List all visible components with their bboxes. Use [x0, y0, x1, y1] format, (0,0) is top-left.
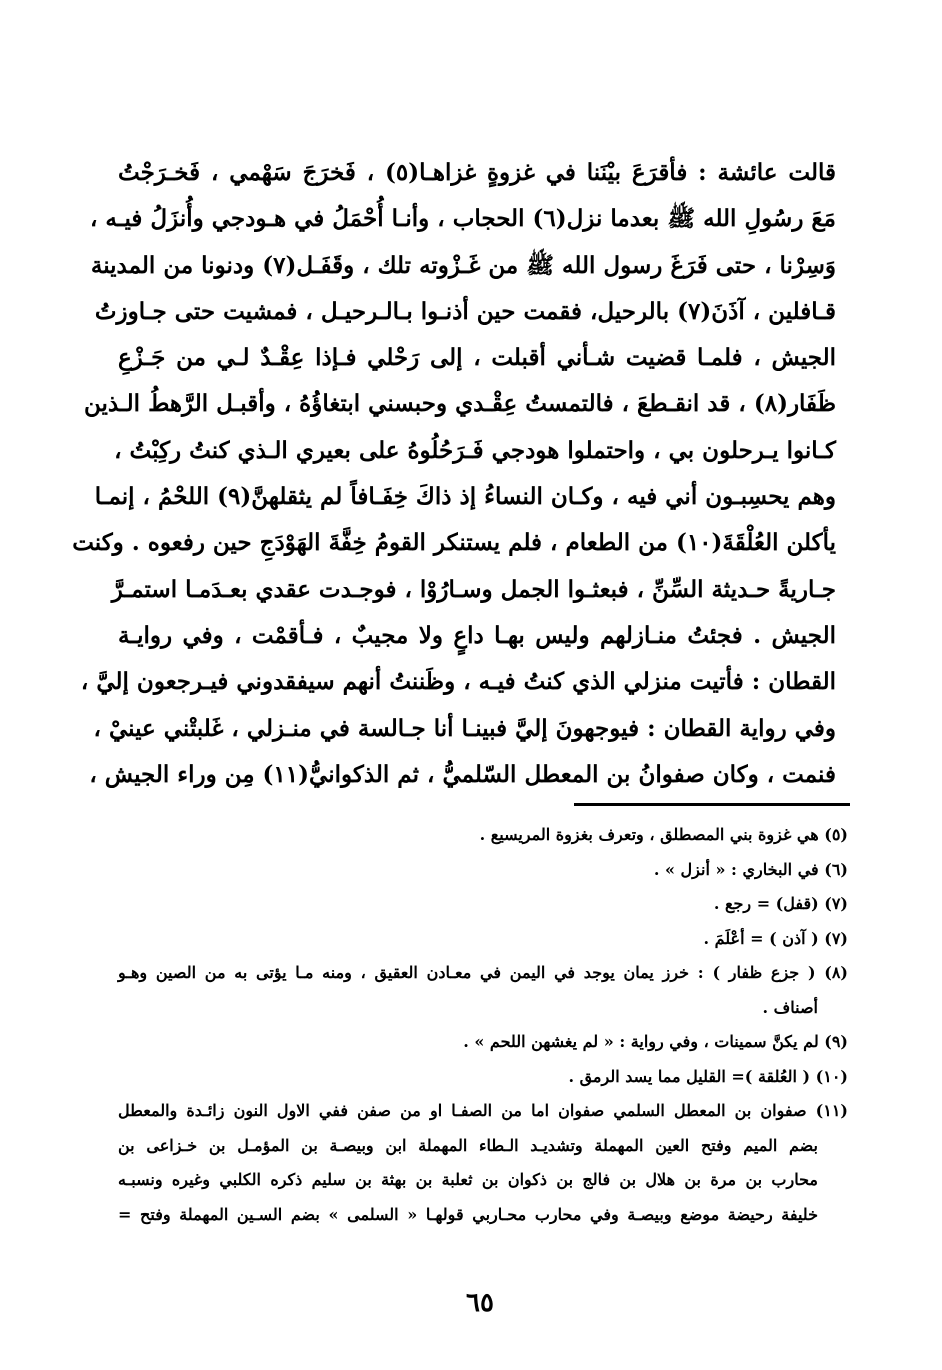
main-text-line: كـانوا يـرحلون بي ، واحتملوا هودجي فَـرَحُلُوهُ على بعيري الـذي كنتُ ركِبْتُ ، [114, 436, 836, 464]
main-text-line: يأكلن العُلْقَةَ(١٠) من الطعام ، فلم يستنكر القومُ خِفَّةَ الهَوْدَجِ حين رفعوه . وكنت [72, 529, 836, 557]
main-text-line: وفي رواية القطان : فيوجهونَ إليَّ فبينـا أنا جـالسة في منـزلي ، غَلبتْني عينيْ ، [93, 714, 836, 742]
footnote-separator [574, 803, 850, 806]
main-text-line: وهم يحسِبـون أني فيه ، وكـان النساءُ إذ ذاكَ خِفَـافاً لم يثقلهنَّ(٩) اللحْمُ ، إنمـا [94, 483, 836, 511]
footnote-line: (١١) صفوان بن المعطل السلمي صفوان اما من الصفـا او من صفن ففي الاول النون زائـدة والمعطل [118, 1101, 848, 1120]
footnotes [118, 818, 848, 1232]
footnote-line: (٨) ( جزع ظفار ) : خرز يمان يوجد في اليمن في معـادن العقيق ، ومنه مـا يؤتى به من الصين وهـو [118, 963, 848, 982]
main-text-line: القطان : فأتيت منزلي الذي كنتُ فيـه ، وظَننتُ أنهم سيفقدوني فيـرجعون إليَّ ، [80, 668, 836, 696]
footnote-line: (٦) في البخاري : « أنزل » . [653, 859, 848, 879]
main-text-line: جـاريةً حـديثة السِّنِّ ، فبعثـوا الجمل وسـارُوْا ، فوجـدت عقدي بعـدَمـا استمـرَّ [111, 575, 836, 603]
footnote-line: محارب بن مرة بن هلال بن فالج بن ذكوان بن ثعلبة بن بهثة بن سليم ذكره الكلبي وغيره ونسبـه [118, 1170, 818, 1189]
main-text-line: قـافلين ، آذَنَ(٧) بالرحيل، فقمت حين أذنـوا بـالـرحيـل ، فمشيت حتى جـاوزتُ [94, 297, 836, 325]
footnote-line: (٩) لم يكنَّ سمينات ، وفي رواية : « لم يغشهن اللحم » . [463, 1032, 848, 1051]
footnote-line: بضم الميم وفتح العين المهملة وتشديـد الـطاء المهملة ابن وبيصـة بن المؤمـل بن خـزاعى بن [118, 1135, 818, 1155]
footnote-line: (٧) (قفل) = رجع . [713, 894, 848, 913]
main-text-line: الجيش . فجئتُ منـازلهم وليس بهـا داعٍ ولا مجيبٌ ، فـأقمْت ، وفي روايـة [118, 621, 836, 649]
main-text-line: قالت عائشة : فأقرَعَ بيْنَنا في غزوةٍ غزاهـا(٥) ، فَخرَجَ سَهْمي ، فَخـرَجْتُ [118, 159, 837, 186]
main-text-line: مَعَ رسُولِ الله ﷺ بعدما نزل(٦) الحجاب ، وأنـا أُحْمَلُ في هـودجي وأُنزَلُ فيـه ، [89, 205, 836, 233]
main-text-line: الجيش ، فلمـا قضيت شـأني أقبلت ، إلى رَحْلي فـإذا عِقْـدٌ لـي من جَـزْعِ [118, 344, 836, 372]
footnote-line: (٥) هي غزوة بني المصطلق ، وتعرف بغزوة المريسيع . [479, 825, 848, 844]
main-text-line: فنمت ، وكان صفوانُ بن المعطل السّلميُّ ، ثم الذكوانيُّ(١١) مِن وراء الجيش ، [89, 760, 836, 788]
footnote-line: (١٠) ( العُلقة )= القليل مما يسد الرمق . [568, 1066, 848, 1086]
main-text-line: ظَفَار(٨) ، قد انقـطعَ ، فالتمستُ عِقْـدي وحبسني ابتغاؤُهُ ، وأقبـل الرَّهطُ الـذين [83, 390, 836, 418]
main-text-line: وَسِرْنا ، حتى فَرَغَ رسول الله ﷺ من غَـزْوته تلك ، وقَفَـل(٧) ودنونا من المدينة [90, 251, 836, 279]
footnote-line: خليفة رحيضة موضع وبيصـة وفي محارب محـاربي قولهـا « السلمى » بضم السـين المهملة وفتح = [118, 1204, 818, 1224]
main-text [72, 150, 837, 798]
page-number: ٦٥ [466, 1288, 494, 1318]
footnote-line: أصناف . [762, 997, 818, 1017]
footnote-line: (٧) ( آذن ) = أعْلَمَ . [703, 928, 848, 948]
